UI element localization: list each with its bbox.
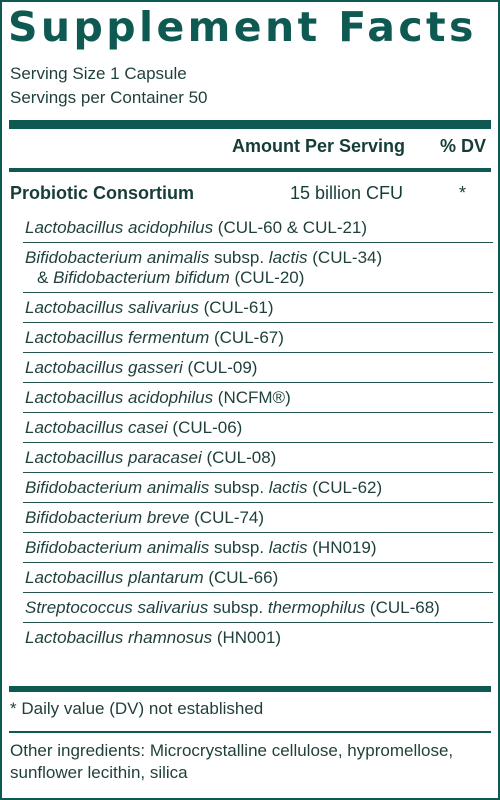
bottom-thick-divider (9, 686, 491, 692)
strain-code: (NCFM®) (213, 388, 291, 407)
dv-footnote: * Daily value (DV) not established (10, 699, 264, 718)
strain-code: (CUL-09) (182, 358, 258, 377)
consortium-amount: 15 billion CFU (290, 183, 404, 203)
strain-code: (CUL-34) (307, 248, 383, 267)
strain-row (23, 503, 493, 533)
strain-row (23, 473, 493, 503)
consortium-dv: * (459, 183, 467, 203)
strain-code: subsp. (209, 538, 269, 557)
strain-species: Lactobacillus salivarius (25, 298, 199, 317)
strain-code: (CUL-66) (203, 568, 279, 587)
strain-line (25, 328, 493, 348)
strain-line (25, 478, 493, 498)
strain-species: Bifidobacterium bifidum (53, 268, 230, 287)
serving-size: Serving Size 1 Capsule (10, 64, 187, 83)
consortium-name: Probiotic Consortium (10, 183, 194, 203)
strain-line (25, 388, 493, 408)
strain-list (23, 213, 493, 652)
strain-code: (CUL-61) (198, 298, 274, 317)
strain-species: Lactobacillus gasseri (25, 358, 183, 377)
strain-line (25, 628, 493, 648)
strain-line (25, 508, 493, 528)
strain-line (25, 268, 493, 288)
strain-row (23, 243, 493, 293)
strain-row (23, 443, 493, 473)
strain-code: (CUL-60 & CUL-21) (213, 218, 368, 237)
strain-species: Bifidobacterium breve (25, 508, 190, 527)
strain-line (25, 358, 493, 378)
servings-per-container: Servings per Container 50 (10, 88, 208, 107)
strain-code: (CUL-06) (167, 418, 243, 437)
amount-per-serving-header: Amount Per Serving (232, 136, 406, 156)
strain-species: Lactobacillus acidophilus (25, 388, 214, 407)
strain-line (25, 298, 493, 318)
strain-row (23, 383, 493, 413)
strain-code: (HN001) (212, 628, 282, 647)
header-divider (9, 168, 491, 172)
other-ingredients: Other ingredients: Microcrystalline cellulose, hypromellose, sunflower lecithin, silica (10, 741, 454, 782)
strain-species: Lactobacillus plantarum (25, 568, 204, 587)
strain-row (23, 353, 493, 383)
strain-line (25, 218, 493, 238)
strain-row (23, 213, 493, 243)
strain-code: & (37, 268, 54, 287)
page-title: Supplement Facts (8, 3, 477, 51)
strain-code: subsp. (209, 478, 269, 497)
strain-species: Lactobacillus paracasei (25, 448, 202, 467)
strain-row (23, 413, 493, 443)
strain-species: Lactobacillus acidophilus (25, 218, 214, 237)
strain-code: (CUL-62) (307, 478, 383, 497)
strain-species: Lactobacillus casei (25, 418, 168, 437)
strain-species: Bifidobacterium animalis (25, 248, 210, 267)
strain-code: (CUL-68) (365, 598, 440, 617)
strain-line (25, 568, 493, 588)
strain-row (23, 623, 493, 652)
strain-code: subsp. (209, 248, 269, 267)
strain-species: lactis (268, 248, 308, 267)
strain-line (25, 448, 493, 468)
strain-species: lactis (268, 478, 308, 497)
strain-species: Bifidobacterium animalis (25, 478, 210, 497)
strain-row (23, 293, 493, 323)
strain-species: Lactobacillus rhamnosus (25, 628, 213, 647)
strain-species: Lactobacillus fermentum (25, 328, 210, 347)
daily-value-header: % DV (440, 136, 487, 156)
strain-species: thermophilus (267, 598, 366, 617)
strain-row (23, 593, 493, 623)
strain-code: (HN019) (307, 538, 377, 557)
strain-code: (CUL-67) (209, 328, 284, 347)
strain-line (25, 418, 493, 438)
strain-code: (CUL-20) (229, 268, 305, 287)
strain-species: lactis (268, 538, 308, 557)
strain-code: subsp. (208, 598, 268, 617)
strain-line (25, 538, 493, 558)
strain-row (23, 563, 493, 593)
strain-line (25, 598, 493, 618)
strain-code: (CUL-08) (201, 448, 277, 467)
strain-row (23, 323, 493, 353)
strain-code: (CUL-74) (189, 508, 265, 527)
strain-species: Bifidobacterium animalis (25, 538, 210, 557)
top-thick-divider (9, 120, 491, 129)
strain-line (25, 248, 493, 268)
footnote-divider (9, 731, 491, 733)
strain-row (23, 533, 493, 563)
strain-species: Streptococcus salivarius (25, 598, 209, 617)
